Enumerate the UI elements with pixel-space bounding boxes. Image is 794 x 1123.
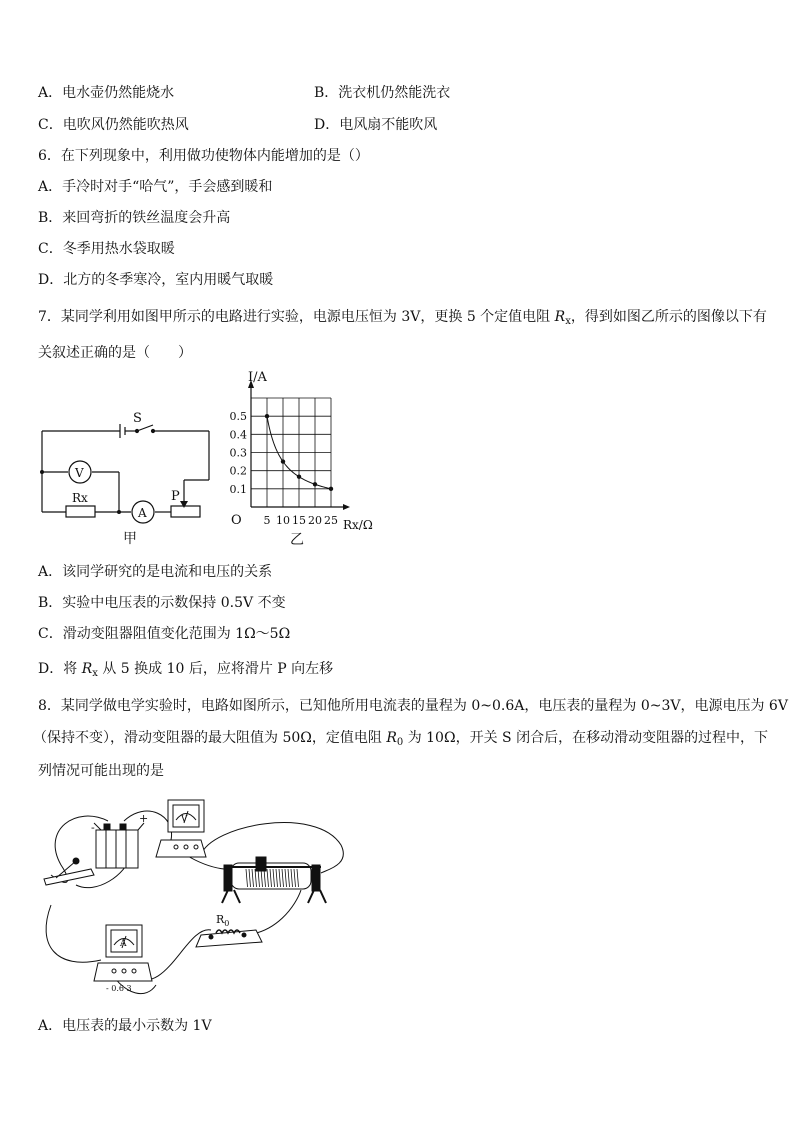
q7-stem-line2: 关叙述正确的是（ ）	[38, 345, 192, 361]
q7-stem	[38, 308, 767, 331]
q5-option-b: B．洗衣机仍然能洗衣	[314, 85, 451, 101]
q7-option-d-part1: D．将	[38, 661, 82, 677]
voltmeter-symbol: V	[75, 466, 84, 480]
q8-circuit-illustration	[36, 795, 356, 1005]
r0-label-sub: 0	[224, 919, 230, 928]
figure-caption-jia: 甲	[123, 531, 137, 547]
r0-label-main: R	[216, 913, 225, 926]
q5-option-d: D．电风扇不能吹风	[314, 117, 438, 133]
x-tick-label: 5	[263, 514, 271, 527]
label-slider-p: P	[171, 489, 180, 504]
q7-option-d-var: R	[81, 661, 93, 677]
q7-option-d-part2: 从 5 换成 10 后，应将滑片 P 向左移	[97, 661, 334, 677]
y-tick-label: 0.1	[229, 482, 247, 496]
q8-stem-var-sub: 0	[396, 737, 404, 748]
y-tick-label: 0.2	[229, 464, 247, 478]
x-axis-arrow	[343, 504, 350, 510]
q7-option-b: B．实验中电压表的示数保持 0.5V 不变	[38, 595, 286, 611]
data-point	[313, 482, 317, 486]
x-tick-label: 25	[324, 514, 338, 527]
r0-label	[216, 913, 229, 928]
q7-option-d-var-sub: x	[92, 668, 98, 679]
q7-circuit-diagram	[30, 400, 220, 550]
data-point	[297, 474, 301, 478]
q8-stem-var: R	[386, 730, 397, 746]
q8-stem-line2-part2: 为 10Ω，开关 S 闭合后，在移动滑动变阻器的过程中，下	[403, 730, 769, 746]
q8-stem-line2	[33, 729, 768, 752]
label-switch-s: S	[133, 411, 142, 426]
q8-stem-line1: 8．某同学做电学实验时，电路如图所示，已知他所用电流表的量程为 0~0.6A，电压表的量程为 0~3V，电源电压为 6V	[38, 698, 788, 714]
q7-stem-var-sub: x	[565, 316, 571, 327]
q5-option-c: C．电吹风仍然能吹热风	[38, 117, 189, 133]
voltmeter-v-label: V	[181, 815, 188, 825]
data-point	[265, 414, 269, 418]
q6-stem: 6．在下列现象中，利用做功使物体内能增加的是（）	[38, 148, 369, 164]
q7-option-a: A．该同学研究的是电流和电压的关系	[38, 564, 273, 580]
chart-x-ticks	[264, 514, 339, 527]
chart-y-ticks	[230, 410, 248, 496]
q6-option-a: A．手冷时对手“哈气”，手会感到暖和	[38, 179, 273, 195]
data-point	[281, 459, 285, 463]
q7-option-c: C．滑动变阻器阻值变化范围为 1Ω～5Ω	[38, 626, 291, 642]
y-tick-label: 0.3	[229, 446, 247, 460]
q8-stem-line3: 列情况可能出现的是	[38, 763, 164, 779]
y-tick-label: 0.4	[229, 428, 247, 442]
label-rx: Rx	[72, 491, 88, 505]
q6-option-b: B．来回弯折的铁丝温度会升高	[38, 210, 231, 226]
ammeter-a-label: A	[120, 939, 127, 949]
q7-option-d	[38, 660, 333, 683]
battery-minus-label: -	[91, 821, 95, 834]
q7-stem-part2: ，得到如图乙所示的图像以下有	[570, 309, 767, 325]
ammeter-symbol: A	[138, 506, 147, 520]
battery-plus-label: +	[139, 812, 149, 825]
y-tick-label: 0.5	[229, 410, 247, 424]
chart-x-label: Rx/Ω	[343, 518, 373, 532]
x-tick-label: 10	[276, 514, 290, 527]
data-point	[329, 487, 333, 491]
x-tick-label: 20	[308, 514, 322, 527]
q7-stem-part1: 7．某同学利用如图甲所示的电路进行实验，电源电压恒为 3V，更换 5 个定值电阻	[38, 309, 555, 325]
q7-chart	[218, 362, 398, 552]
q6-option-c: C．冬季用热水袋取暖	[38, 241, 175, 257]
q7-stem-var: R	[554, 309, 566, 325]
chart-origin: O	[231, 513, 242, 528]
q6-option-d: D．北方的冬季寒冷，室内用暖气取暖	[38, 272, 274, 288]
q8-stem-line2-part1: （保持不变），滑动变阻器的最大阻值为 50Ω，定值电阻	[33, 730, 387, 746]
chart-y-label: I/A	[248, 370, 267, 385]
ammeter-terminal-labels: - 0.6 3	[106, 984, 132, 993]
q5-option-a: A．电水壶仍然能烧水	[38, 85, 175, 101]
figure-caption-yi: 乙	[290, 532, 304, 548]
q8-option-a: A．电压表的最小示数为 1V	[38, 1018, 212, 1034]
x-tick-label: 15	[292, 514, 306, 527]
chart-grid	[251, 398, 331, 507]
